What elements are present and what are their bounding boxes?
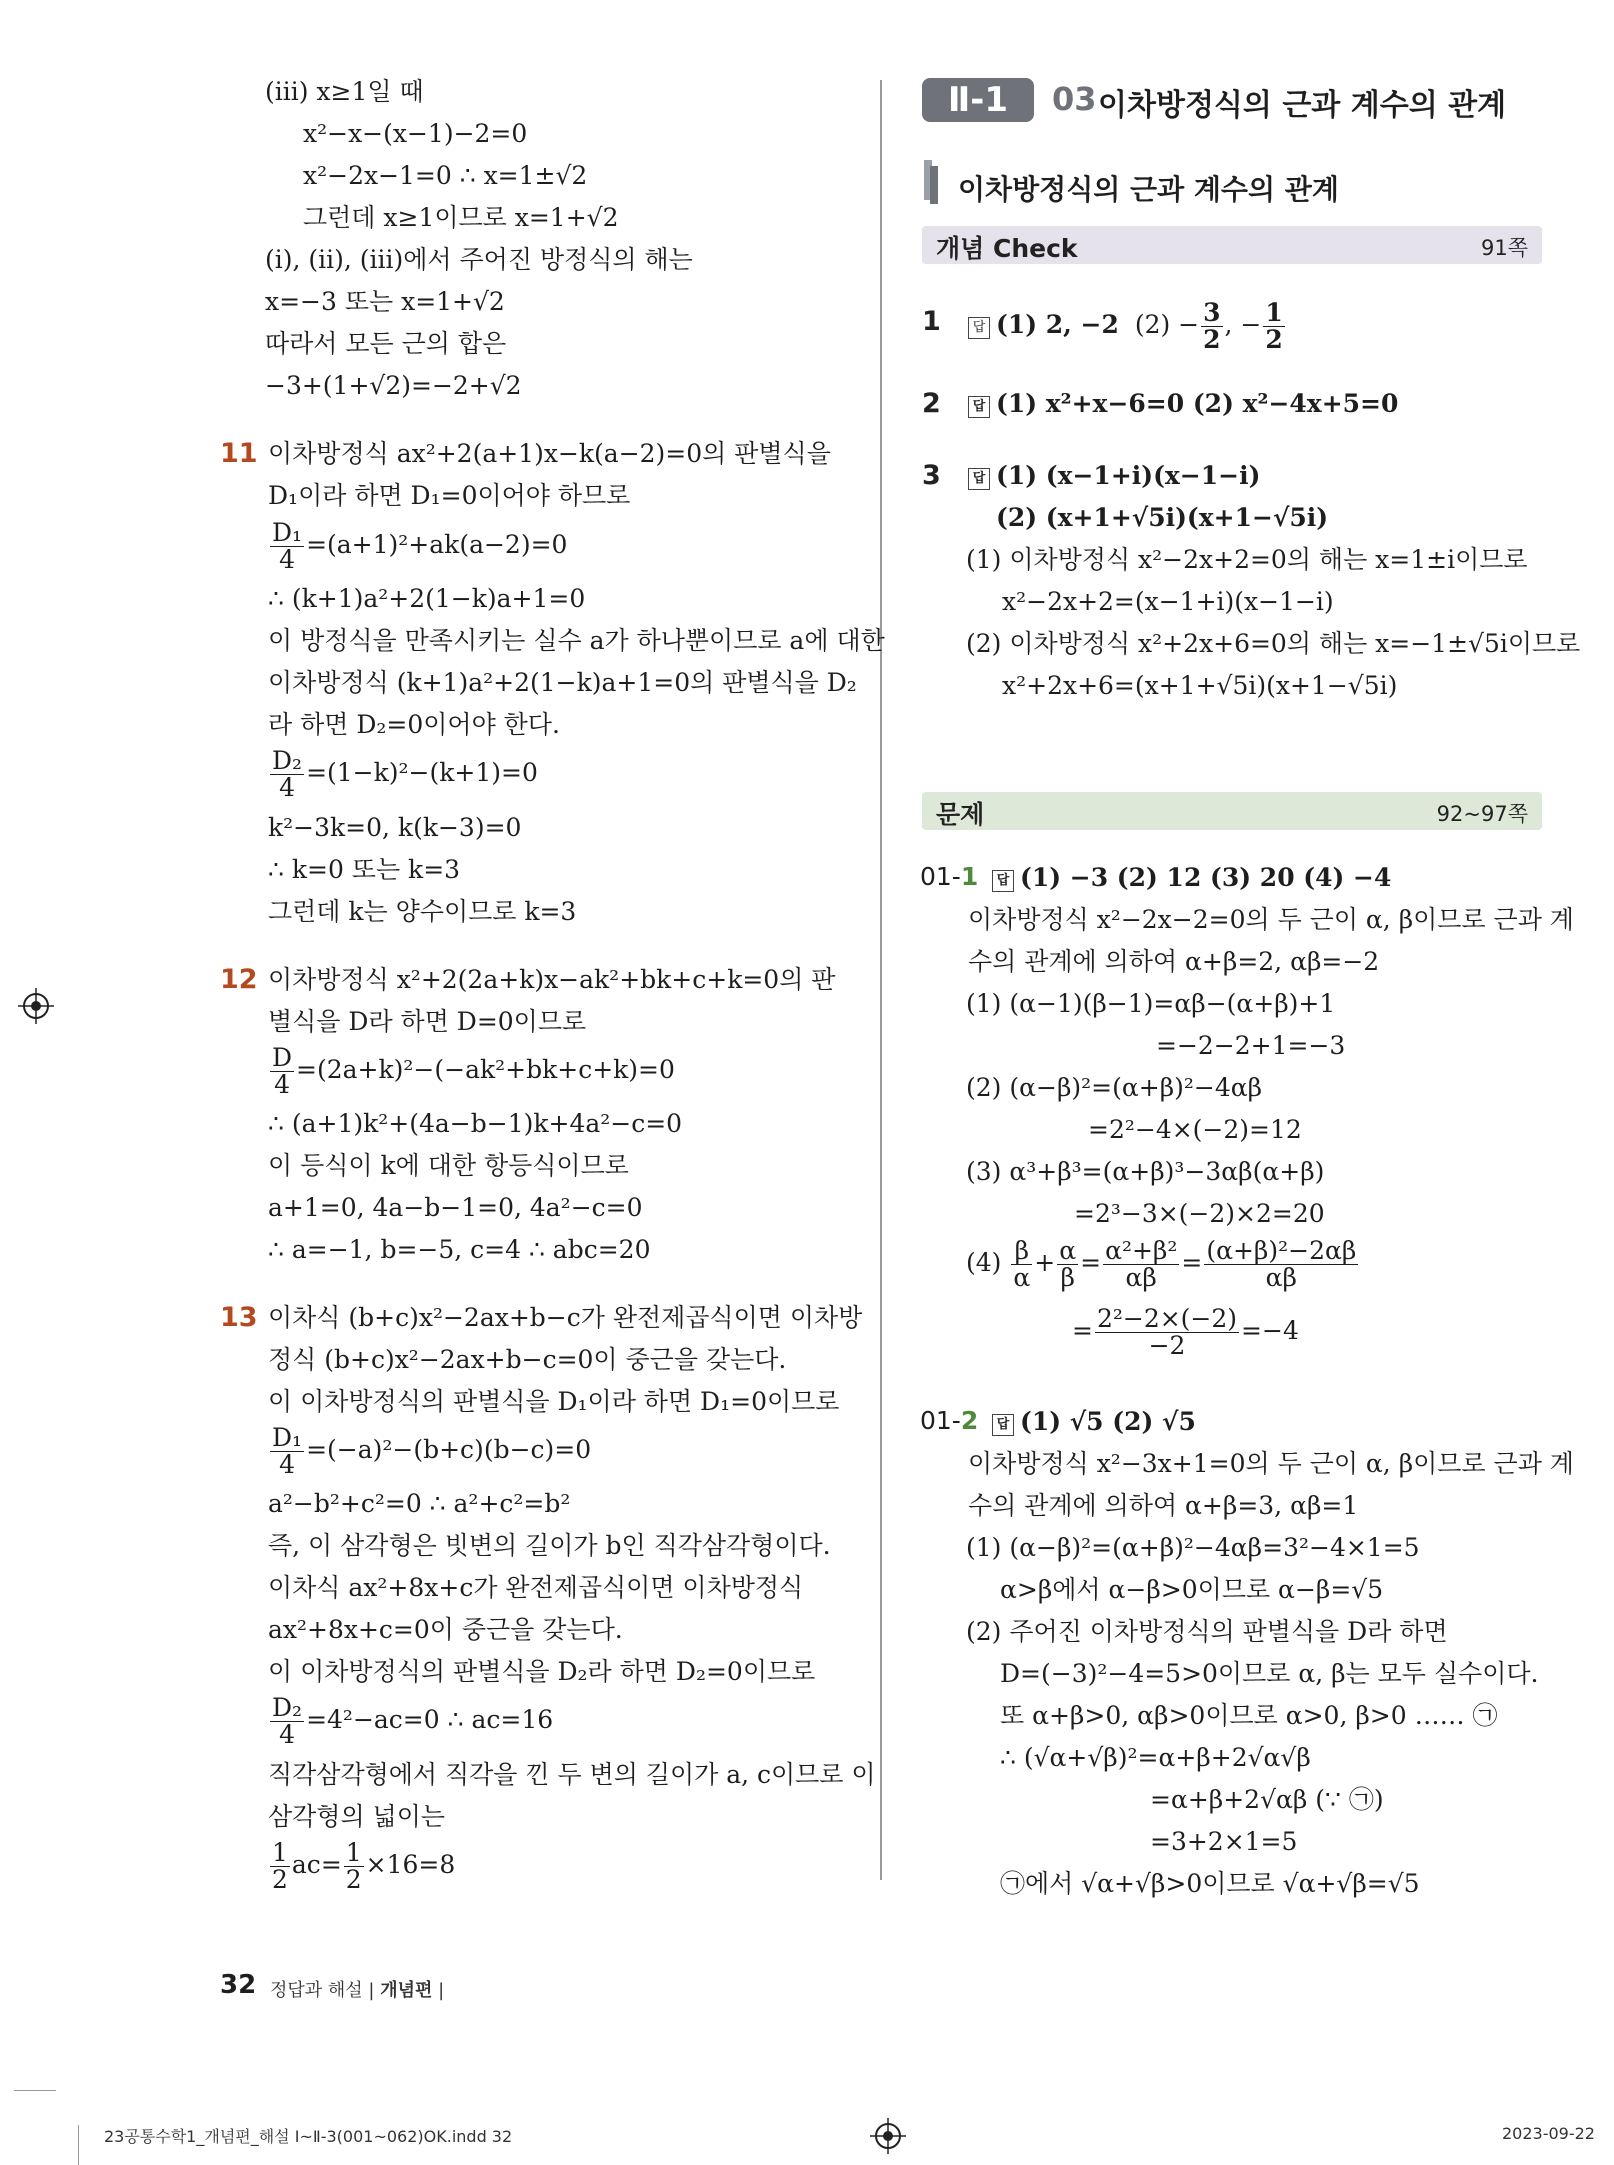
problem-label: 문제 bbox=[936, 800, 985, 829]
text-line: ∴ (√α+√β)²=α+β+2√α√β bbox=[1000, 1743, 1311, 1772]
page-ref: 91쪽 bbox=[1480, 236, 1528, 260]
text-line: −3+(1+√2)=−2+√2 bbox=[265, 371, 522, 400]
text-line: k²−3k=0, k(k−3)=0 bbox=[268, 813, 522, 842]
text-line: ∴ k=0 또는 k=3 bbox=[268, 855, 461, 884]
section-title: 이차방정식의 근과 계수의 관계 bbox=[1098, 88, 1507, 123]
text-line: D₁이라 하면 D₁=0이어야 하므로 bbox=[268, 481, 631, 510]
fraction-line: $\frac{1}{2}$ ac= $\frac{1}{2}$ ×16=8 bbox=[272, 1838, 456, 1894]
problem-bar bbox=[922, 792, 1542, 830]
text-line: 이차방정식 ax²+2(a+1)x−k(a−2)=0의 판별식을 bbox=[268, 439, 831, 468]
unit-badge: Ⅱ-1 bbox=[922, 78, 1034, 122]
fraction-line: $\frac{\text{D₂}}{4}$ =(1−k)²−(k+1)=0 bbox=[272, 746, 538, 802]
fraction: $\frac{1}{2}$ bbox=[1265, 298, 1283, 354]
text-line: ∴ (k+1)a²+2(1−k)a+1=0 bbox=[268, 584, 586, 613]
text-line: 그런데 x≥1이므로 x=1+√2 bbox=[303, 203, 619, 232]
text-line: ㉠에서 √α+√β>0이므로 √α+√β=√5 bbox=[1000, 1869, 1420, 1898]
column-divider bbox=[880, 80, 882, 1880]
text-line: α>β에서 α−β>0이므로 α−β=√5 bbox=[1000, 1575, 1384, 1604]
print-date: 2023-09-22 bbox=[1502, 2124, 1595, 2143]
text-line: 이차방정식 x²−2x−2=0의 두 근이 α, β이므로 근과 계 bbox=[968, 905, 1574, 934]
fraction: $\frac{\text{D₁}}{4}$ bbox=[272, 1423, 303, 1479]
answer-line: 답 (1) (x−1+i)(x−1−i) bbox=[968, 460, 1260, 492]
concept-number: 3 bbox=[922, 460, 941, 491]
text-line: =−2−2+1=−3 bbox=[1156, 1031, 1346, 1060]
text-line: (2) 이차방정식 x²+2x+6=0의 해는 x=−1±√5i이므로 bbox=[966, 629, 1581, 658]
crop-mark bbox=[78, 2125, 79, 2165]
text-line: 이 등식이 k에 대한 항등식이므로 bbox=[268, 1151, 629, 1180]
fraction-line: $\frac{D}{4}$ =(2a+k)²−(−ak²+bk+c+k)=0 bbox=[272, 1043, 675, 1099]
problem-number: 13 bbox=[220, 1302, 258, 1333]
text-line: (1) (α−1)(β−1)=αβ−(α+β)+1 bbox=[966, 989, 1336, 1018]
concept-number: 1 bbox=[922, 306, 941, 337]
text-line: 이차식 ax²+8x+c가 완전제곱식이면 이차방정식 bbox=[268, 1573, 804, 1602]
text-line: 이 이차방정식의 판별식을 D₂라 하면 D₂=0이므로 bbox=[268, 1657, 816, 1686]
text-line: 그런데 k는 양수이므로 k=3 bbox=[268, 897, 577, 926]
text-line: 또 α+β>0, αβ>0이므로 α>0, β>0 …… ㉠ bbox=[1000, 1701, 1498, 1730]
text-line: =α+β+2√αβ (∵ ㉠) bbox=[1150, 1785, 1384, 1814]
text-line: 삼각형의 넓이는 bbox=[268, 1802, 445, 1831]
fraction: $\frac{D}{4}$ bbox=[272, 1043, 293, 1099]
concept-check-label: 개념 Check bbox=[936, 234, 1078, 263]
answer-mark-icon: 답 bbox=[968, 396, 990, 418]
problem-number: 01-2 bbox=[920, 1406, 979, 1435]
answer-line: (2) (x+1+√5i)(x+1−√5i) bbox=[996, 503, 1329, 532]
text-line: 즉, 이 삼각형은 빗변의 길이가 b인 직각삼각형이다. bbox=[268, 1531, 831, 1560]
subsection-number bbox=[922, 160, 944, 204]
text-line: (1) 이차방정식 x²−2x+2=0의 해는 x=1±i이므로 bbox=[966, 545, 1528, 574]
answer-mark-icon: 답 bbox=[992, 870, 1014, 892]
fraction: $\frac{1}{2}$ bbox=[345, 1838, 362, 1894]
text-line: 이차방정식 x²+2(2a+k)x−ak²+bk+c+k=0의 판 bbox=[268, 965, 836, 994]
fraction: $\frac{\alpha}{\beta}$ bbox=[1059, 1236, 1077, 1292]
file-info: 23공통수학1_개념편_해설 Ⅰ~Ⅱ-3(001~062)OK.indd 32 bbox=[104, 2127, 513, 2146]
problem-number: 12 bbox=[220, 964, 258, 995]
text-line: 이차방정식 x²−3x+1=0의 두 근이 α, β이므로 근과 계 bbox=[968, 1449, 1574, 1478]
text-line: 이 방정식을 만족시키는 실수 a가 하나뿐이므로 a에 대한 bbox=[268, 626, 885, 655]
fraction-line: $\frac{\text{D₂}}{4}$ =4²−ac=0 ∴ ac=16 bbox=[272, 1693, 554, 1749]
concept-number: 2 bbox=[922, 388, 941, 419]
problem-number: 01-1 bbox=[920, 862, 979, 891]
text-line: 정식 (b+c)x²−2ax+b−c=0이 중근을 갖는다. bbox=[268, 1345, 787, 1374]
fraction: $\frac{\text{D₂}}{4}$ bbox=[272, 746, 303, 802]
fraction: $\frac{\text{D₂}}{4}$ bbox=[272, 1693, 303, 1749]
registration-mark-icon bbox=[18, 988, 54, 1024]
text-line: (ⅰ), (ⅱ), (ⅲ)에서 주어진 방정식의 해는 bbox=[265, 245, 693, 274]
text-line: 별식을 D라 하면 D=0이므로 bbox=[268, 1007, 587, 1036]
answer-mark-icon: 답 bbox=[968, 317, 990, 339]
text-line: 이차식 (b+c)x²−2ax+b−c가 완전제곱식이면 이차방 bbox=[268, 1303, 863, 1332]
answer-line: 답 (1) −3 (2) 12 (3) 20 (4) −4 bbox=[992, 862, 1391, 894]
text-line: =2³−3×(−2)×2=20 bbox=[1074, 1199, 1325, 1228]
text-line: (ⅲ) x≥1일 때 bbox=[265, 77, 424, 106]
answer-line: 답 (1) 2, −2 (2) − $\frac{3}{2}$ , − $\frac{1}{2}$ bbox=[968, 300, 1287, 353]
fraction: $\frac{3}{2}$ bbox=[1203, 298, 1221, 354]
text-line: x²−x−(x−1)−2=0 bbox=[303, 119, 528, 148]
text-line: x²−2x+2=(x−1+i)(x−1−i) bbox=[1002, 587, 1334, 616]
page-number: 32 bbox=[220, 1970, 257, 2000]
fraction: $\frac{\beta}{\alpha}$ bbox=[1013, 1236, 1031, 1292]
fraction: $\frac{1}{2}$ bbox=[272, 1838, 288, 1894]
text-line: ∴ (a+1)k²+(4a−b−1)k+4a²−c=0 bbox=[268, 1109, 683, 1138]
answer-mark-icon: 답 bbox=[992, 1414, 1014, 1436]
text-line: 이차방정식 (k+1)a²+2(1−k)a+1=0의 판별식을 D₂ bbox=[268, 668, 857, 697]
text-line: 라 하면 D₂=0이어야 한다. bbox=[268, 710, 560, 739]
text-line: a²−b²+c²=0 ∴ a²+c²=b² bbox=[268, 1489, 571, 1518]
text-line: a+1=0, 4a−b−1=0, 4a²−c=0 bbox=[268, 1193, 643, 1222]
text-line: (1) (α−β)²=(α+β)²−4αβ=3²−4×1=5 bbox=[966, 1533, 1420, 1562]
problem-number: 11 bbox=[220, 438, 258, 469]
text-line: =2²−4×(−2)=12 bbox=[1088, 1115, 1302, 1144]
text-line: 수의 관계에 의하여 α+β=3, αβ=1 bbox=[968, 1491, 1359, 1520]
section-number: 03 bbox=[1052, 80, 1097, 118]
fraction-line: (4) $\frac{\beta}{\alpha}$ + $\frac{\alpha}{\beta}$ = $\frac{\text{α²+β²}}{\alpha\beta}$ = $\frac{\text{(α+β)²−2αβ}}{\alpha\beta}$ bbox=[966, 1236, 1357, 1292]
answer-mark-icon: 답 bbox=[968, 468, 990, 490]
text-line: (2) (α−β)²=(α+β)²−4αβ bbox=[966, 1073, 1263, 1102]
subsection-title: 이차방정식의 근과 계수의 관계 bbox=[958, 173, 1339, 206]
fraction: $\frac{\text{(α+β)²−2αβ}}{\alpha\beta}$ bbox=[1206, 1236, 1357, 1292]
answer-line: 답 (1) √5 (2) √5 bbox=[992, 1406, 1196, 1438]
text-line: x²+2x+6=(x+1+√5i)(x+1−√5i) bbox=[1002, 671, 1398, 700]
text-line: 이 이차방정식의 판별식을 D₁이라 하면 D₁=0이므로 bbox=[268, 1387, 840, 1416]
text-line: D=(−3)²−4=5>0이므로 α, β는 모두 실수이다. bbox=[1000, 1659, 1539, 1688]
text-line: 따라서 모든 근의 합은 bbox=[265, 329, 507, 358]
footer-label: 정답과 해설 | 개념편 | bbox=[270, 1980, 445, 2001]
answer-line: 답 (1) x²+x−6=0 (2) x²−4x+5=0 bbox=[968, 388, 1398, 420]
registration-mark-icon bbox=[870, 2118, 906, 2154]
fraction: $\frac{\text{2²−2×(−2)}}{-2}$ bbox=[1096, 1304, 1238, 1360]
text-line: ax²+8x+c=0이 중근을 갖는다. bbox=[268, 1615, 623, 1644]
text-line: x=−3 또는 x=1+√2 bbox=[265, 287, 505, 316]
text-line: (2) 주어진 이차방정식의 판별식을 D라 하면 bbox=[966, 1617, 1448, 1646]
fraction-line: $\frac{\text{D₁}}{4}$ =(−a)²−(b+c)(b−c)=0 bbox=[272, 1423, 592, 1479]
text-line: =3+2×1=5 bbox=[1150, 1827, 1298, 1856]
fraction: $\frac{\text{D₁}}{4}$ bbox=[272, 518, 303, 574]
fraction-line: = $\frac{\text{2²−2×(−2)}}{-2}$ =−4 bbox=[1072, 1304, 1299, 1360]
fraction: $\frac{\text{α²+β²}}{\alpha\beta}$ bbox=[1105, 1236, 1178, 1292]
text-line: x²−2x−1=0 ∴ x=1±√2 bbox=[303, 161, 588, 190]
text-line: ∴ a=−1, b=−5, c=4 ∴ abc=20 bbox=[268, 1235, 651, 1264]
fraction-line: $\frac{\text{D₁}}{4}$ =(a+1)²+ak(a−2)=0 bbox=[272, 518, 568, 574]
page-ref: 92~97쪽 bbox=[1436, 802, 1528, 826]
text-line: (3) α³+β³=(α+β)³−3αβ(α+β) bbox=[966, 1157, 1325, 1186]
crop-mark bbox=[14, 2090, 56, 2091]
concept-check-bar bbox=[922, 226, 1542, 264]
text-line: 수의 관계에 의하여 α+β=2, αβ=−2 bbox=[968, 947, 1380, 976]
text-line: 직각삼각형에서 직각을 낀 두 변의 길이가 a, c이므로 이 bbox=[268, 1760, 876, 1789]
